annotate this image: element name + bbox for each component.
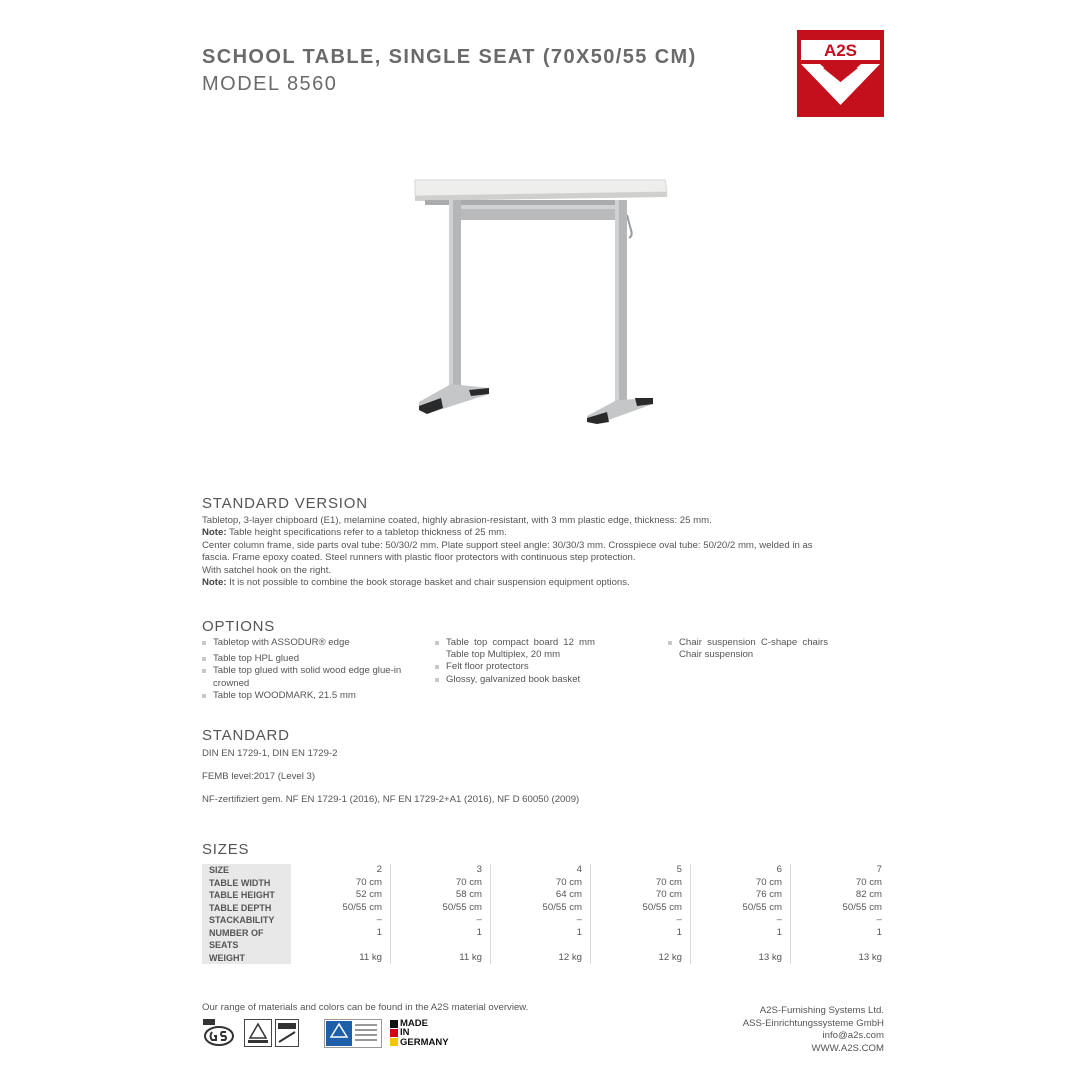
note-text: Table height specifications refer to a tabletop thickness of 25 mm. [226, 527, 507, 539]
row-label: SIZE [202, 864, 291, 877]
logo-heart-icon [797, 30, 884, 117]
options-column-3 [668, 637, 828, 661]
row-label: TABLE DEPTH [202, 902, 291, 915]
tuv-icon [244, 1019, 272, 1047]
sv-line-2: Center column frame, side parts oval tube: 50/30/2 mm. Plate support steel angle: 30/30/3 mm. Crosspiece oval tube: 50/20/2 mm, welded in as [202, 539, 813, 551]
option-item: Table top HPL glued [202, 653, 422, 665]
stack-cell: – [876, 914, 882, 925]
option-item: Felt floor protectors [435, 661, 595, 673]
made-text: MADE [400, 1018, 428, 1029]
width-cell: 70 cm [591, 877, 691, 890]
depth-cell: 50/55 cm [291, 902, 391, 915]
note-label: Note: [202, 577, 227, 589]
size-cell: 2 [291, 864, 391, 877]
weight-cell: 12 kg [491, 952, 591, 965]
options-heading: OPTIONS [202, 618, 276, 635]
width-cell: 70 cm [391, 877, 491, 890]
weight-cell: 12 kg [591, 952, 691, 965]
option-item: Tabletop with ASSODUR® edge [202, 637, 422, 649]
company-website[interactable]: WWW.A2S.COM [811, 1042, 884, 1054]
width-cell: 70 cm [691, 877, 791, 890]
seats-cell: 1 [876, 926, 882, 938]
size-cell: 5 [591, 864, 691, 877]
table-product-image [405, 170, 675, 432]
a2s-logo[interactable] [797, 30, 884, 117]
in-text: IN [400, 1027, 410, 1039]
logo-text: A2S [823, 41, 858, 60]
option-item: Glossy, galvanized book basket [435, 674, 595, 686]
sizes-heading: SIZES [202, 841, 250, 858]
option-item: Chair suspension C-shape chairs Chair suspension [668, 637, 828, 661]
height-cell: 70 cm [591, 889, 691, 902]
weight-cell: 11 kg [291, 952, 391, 965]
table-row [202, 889, 890, 902]
company-name-de: ASS-Einrichtungssysteme GmbH [742, 1017, 884, 1029]
table-row [202, 877, 890, 890]
options-column-1 [202, 637, 422, 702]
row-label: WEIGHT [202, 952, 291, 965]
row-label: STACKABILITY [202, 914, 291, 927]
height-cell: 76 cm [691, 889, 791, 902]
made-in-germany-badge [390, 1019, 452, 1047]
option-item: Table top glued with solid wood edge glue-in crowned [202, 665, 422, 689]
depth-cell: 50/55 cm [491, 902, 591, 915]
standard-line: FEMB level:2017 (Level 3) [202, 771, 316, 782]
depth-cell: 50/55 cm [391, 902, 491, 915]
flag-red-icon [390, 1029, 398, 1037]
height-cell: 52 cm [291, 889, 391, 902]
materials-note: Our range of materials and colors can be found in the A2S material overview. [202, 1002, 529, 1013]
row-label: TABLE HEIGHT [202, 889, 291, 902]
tuv-management-system-icon [324, 1019, 382, 1048]
weight-cell: 11 kg [391, 952, 491, 965]
size-cell: 6 [691, 864, 791, 877]
standard-line: NF-zertifiziert gem. NF EN 1729-1 (2016), NF EN 1729-2+A1 (2016), NF D 60050 (2009) [202, 794, 580, 805]
stack-cell: – [291, 914, 391, 927]
row-label: NUMBER OF SEATS [202, 927, 291, 952]
size-cell: 7 [876, 864, 882, 875]
depth-cell: 50/55 cm [842, 901, 882, 913]
row-label: TABLE WIDTH [202, 877, 291, 890]
depth-cell: 50/55 cm [691, 902, 791, 915]
gs-certification-icon [203, 1019, 235, 1047]
table-row [202, 952, 890, 965]
flag-gold-icon [390, 1038, 398, 1046]
size-cell: 4 [491, 864, 591, 877]
company-email[interactable]: info@a2s.com [822, 1030, 884, 1041]
table-row [202, 914, 890, 927]
weight-cell: 13 kg [858, 951, 882, 963]
options-column-2 [435, 637, 595, 686]
sv-line-1: Tabletop, 3-layer chipboard (E1), melamine coated, highly abrasion-resistant, with 3 mm plastic edge, thickness: 25 mm. [202, 515, 712, 526]
sizes-table [202, 864, 890, 964]
table-row [202, 927, 890, 952]
depth-cell: 50/55 cm [591, 902, 691, 915]
note-label: Note: [202, 527, 227, 539]
standard-version-heading: STANDARD VERSION [202, 495, 368, 512]
stack-cell: – [691, 914, 791, 927]
size-cell: 3 [391, 864, 491, 877]
width-cell: 70 cm [491, 877, 591, 890]
germany-text: GERMANY [400, 1036, 449, 1048]
sv-note-1 [202, 527, 882, 539]
width-cell: 70 cm [291, 877, 391, 890]
made-in-germany-text [400, 1019, 449, 1047]
height-cell: 64 cm [491, 889, 591, 902]
height-cell: 58 cm [391, 889, 491, 902]
standard-version-text [202, 515, 882, 589]
standard-heading: STANDARD [202, 727, 290, 744]
sv-note-2 [202, 577, 882, 589]
note-text: It is not possible to combine the book storage basket and chair suspension equipment options. [226, 577, 630, 589]
seats-cell: 1 [391, 927, 491, 952]
level-certification-icon [275, 1019, 299, 1047]
option-item: Table top WOODMARK, 21.5 mm [202, 690, 422, 702]
table-row [202, 864, 890, 877]
seats-cell: 1 [491, 927, 591, 952]
seats-cell: 1 [591, 927, 691, 952]
page-title: SCHOOL TABLE, SINGLE SEAT (70X50/55 CM) [202, 46, 697, 68]
stack-cell: – [391, 914, 491, 927]
width-cell: 70 cm [855, 876, 882, 888]
option-item: Table top compact board 12 mm Table top Multiplex, 20 mm [435, 637, 595, 661]
seats-cell: 1 [291, 927, 391, 952]
model-number: MODEL 8560 [202, 73, 338, 95]
table-row [202, 902, 890, 915]
company-name-en: A2S-Furnishing Systems Ltd. [759, 1005, 884, 1016]
height-cell: 82 cm [855, 889, 882, 900]
sv-line-4: With satchel hook on the right. [202, 564, 332, 576]
weight-cell: 13 kg [691, 952, 791, 965]
sv-line-3: fascia. Frame epoxy coated. Steel runners with plastic floor protectors with continuous step protection. [202, 552, 636, 564]
flag-black-icon [390, 1020, 398, 1028]
stack-cell: – [591, 914, 691, 927]
stack-cell: – [491, 914, 591, 927]
standard-line: DIN EN 1729-1, DIN EN 1729-2 [202, 748, 338, 759]
seats-cell: 1 [691, 927, 791, 952]
company-info [743, 1005, 884, 1055]
